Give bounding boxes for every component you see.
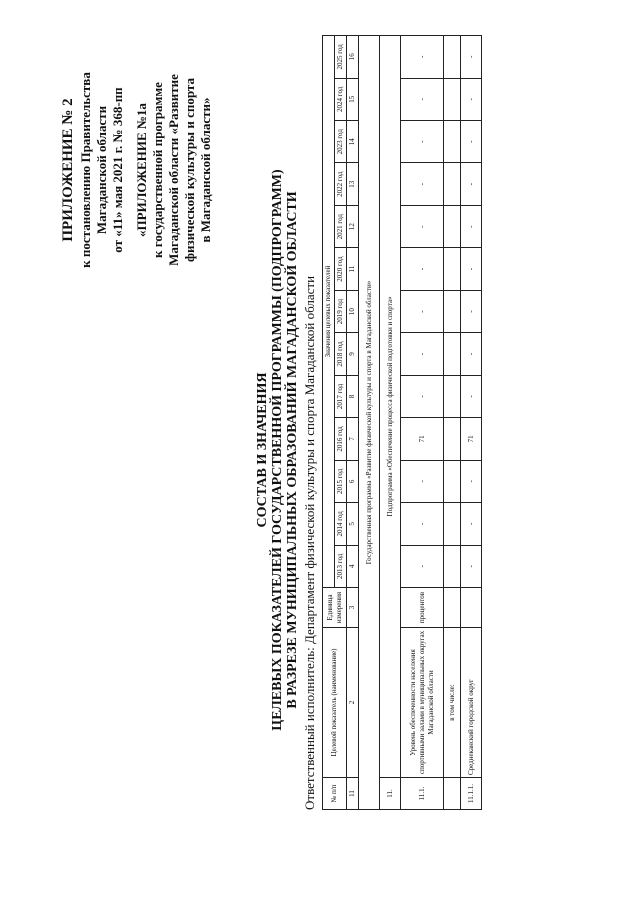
value-cell (444, 290, 461, 332)
row-number: 11.1.1. (461, 778, 482, 810)
col-number: 13 (347, 163, 359, 205)
year-header: 2013 год (335, 545, 347, 587)
value-cell: 71 (401, 418, 444, 460)
col-number: 9 (347, 333, 359, 375)
col-header-name: Целевой показатель (наименование) (323, 628, 347, 778)
value-cell: 71 (461, 418, 482, 460)
col-number: 6 (347, 460, 359, 502)
value-cell: - (401, 205, 444, 247)
col-header-unit: Единица измерения (323, 588, 347, 628)
value-cell: - (401, 121, 444, 163)
sub-appendix-title: «ПРИЛОЖЕНИЕ №1а (134, 103, 149, 237)
value-cell: - (461, 121, 482, 163)
year-header: 2019 год (335, 290, 347, 332)
indicators-table (322, 35, 482, 810)
row-number (444, 778, 461, 810)
year-header: 2020 год (335, 248, 347, 290)
value-cell (444, 503, 461, 545)
column-number-row (347, 36, 359, 810)
col-number: 7 (347, 418, 359, 460)
year-header: 2017 год (335, 375, 347, 417)
value-cell: - (461, 248, 482, 290)
col-number: 12 (347, 205, 359, 247)
col-header-values-group: Значения целевых показателей (323, 36, 335, 588)
sub-appendix-line: в Магаданской области» (198, 97, 213, 243)
value-cell: - (461, 36, 482, 79)
value-cell: - (461, 290, 482, 332)
subprogram-name: Подпрограмма «Обеспечение процесса физической подготовки и спорта» (380, 36, 401, 778)
year-header: 2018 год (335, 333, 347, 375)
value-cell: - (461, 205, 482, 247)
unit-cell (444, 588, 461, 628)
value-cell (444, 205, 461, 247)
value-cell: - (461, 333, 482, 375)
year-header: 2023 год (335, 121, 347, 163)
appendix-block (60, 20, 214, 320)
table-row (444, 36, 461, 810)
indicator-name: Среднеканский городской округ (461, 628, 482, 778)
value-cell (444, 333, 461, 375)
value-cell (444, 418, 461, 460)
year-header: 2025 год (335, 36, 347, 79)
value-cell (444, 460, 461, 502)
value-cell: - (401, 36, 444, 79)
value-cell (444, 121, 461, 163)
value-cell: - (461, 78, 482, 120)
value-cell: - (401, 503, 444, 545)
value-cell: - (401, 78, 444, 120)
value-cell (444, 78, 461, 120)
appendix-line: Магаданской области (94, 105, 109, 235)
title-line: СОСТАВ И ЗНАЧЕНИЯ (255, 372, 270, 528)
value-cell (444, 545, 461, 587)
col-number: 5 (347, 503, 359, 545)
appendix-line: от «11» мая 2021 г. № 368-пп (110, 87, 125, 253)
year-header: 2021 год (335, 205, 347, 247)
indicator-name: в том числе: (444, 628, 461, 778)
value-cell: - (461, 375, 482, 417)
col-number: 10 (347, 290, 359, 332)
sub-appendix-line: к государственной программе (150, 82, 165, 258)
indicator-name: Уровень обеспеченности населения спортивными залами в муниципальных округах Магаданской области (401, 628, 444, 778)
value-cell (444, 248, 461, 290)
col-number: 3 (347, 588, 359, 628)
appendix-line: к постановлению Правительства (78, 72, 93, 268)
value-cell: - (461, 545, 482, 587)
col-number: 11 (347, 248, 359, 290)
row-number: 11.1. (401, 778, 444, 810)
value-cell (444, 36, 461, 79)
col-number: 11 (347, 778, 359, 810)
col-number: 4 (347, 545, 359, 587)
program-name: Государственная программа «Развитие физической культуры и спорта в Магаданской области» (359, 36, 380, 810)
year-header: 2016 год (335, 418, 347, 460)
value-cell: - (461, 503, 482, 545)
title-line: ЦЕЛЕВЫХ ПОКАЗАТЕЛЕЙ ГОСУДАРСТВЕННОЙ ПРОГРАММЫ (ПОДПРОГРАММ) (270, 169, 285, 731)
year-header: 2015 год (335, 460, 347, 502)
value-cell: - (401, 460, 444, 502)
sub-appendix-line: Магаданской области «Развитие (166, 74, 181, 266)
program-row (359, 36, 380, 810)
col-number: 16 (347, 36, 359, 79)
value-cell: - (401, 290, 444, 332)
year-header: 2024 год (335, 78, 347, 120)
value-cell: - (461, 163, 482, 205)
unit-cell (461, 588, 482, 628)
value-cell: - (401, 333, 444, 375)
value-cell: - (401, 545, 444, 587)
col-number: 8 (347, 375, 359, 417)
year-header: 2022 год (335, 163, 347, 205)
appendix-title: ПРИЛОЖЕНИЕ № 2 (60, 98, 76, 242)
value-cell: - (401, 163, 444, 205)
sub-appendix-line: физической культуры и спорта (182, 78, 197, 262)
year-header: 2014 год (335, 503, 347, 545)
table-row (461, 36, 482, 810)
table-row (401, 36, 444, 810)
col-number: 2 (347, 628, 359, 778)
section-number: 11. (380, 778, 401, 810)
value-cell: - (401, 375, 444, 417)
col-number: 15 (347, 78, 359, 120)
col-number: 14 (347, 121, 359, 163)
value-cell (444, 375, 461, 417)
value-cell: - (461, 460, 482, 502)
document-title (255, 45, 300, 855)
responsible-executor: Ответственный исполнитель: Департамент физической культуры и спорта Магаданской области (302, 275, 317, 810)
value-cell: - (401, 248, 444, 290)
value-cell (444, 163, 461, 205)
col-header-num: № п/п (323, 778, 347, 810)
header-row (323, 36, 335, 810)
title-line: В РАЗРЕЗЕ МУНИЦИПАЛЬНЫХ ОБРАЗОВАНИЙ МАГАДАНСКОЙ ОБЛАСТИ (285, 191, 300, 709)
subprogram-row (380, 36, 401, 810)
unit-cell: процентов (401, 588, 444, 628)
